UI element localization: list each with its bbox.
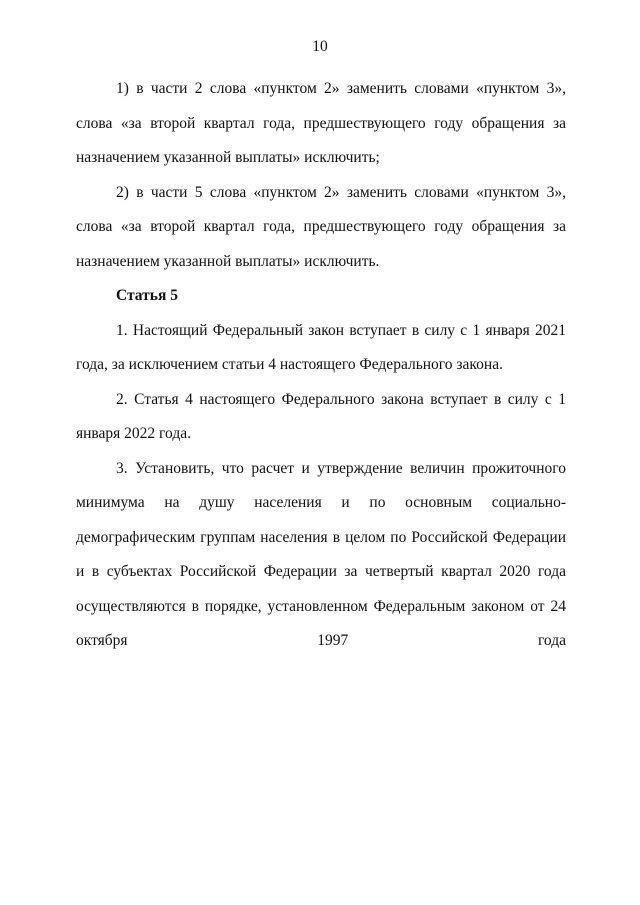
list-item-1: 1) в части 2 слова «пунктом 2» заменить словами «пунктом 3», слова «за второй квартал года, предшествующего году обращения за назначением указанной выплаты» исключить; — [76, 80, 566, 166]
article-point-3: 3. Установить, что расчет и утверждение величин прожиточного минимума на душу населения и по основным социально-демографическим группам населения в целом по Российской Федерации и в субъектах Российской Федерации за четвертый квартал 2020 года осуществляются в порядке, установленном Федеральным законом от 24 октября 1997 года — [76, 459, 566, 649]
article-point-1: 1. Настоящий Федеральный закон вступает в силу с 1 января 2021 года, за исключением статьи 4 настоящего Федерального закона. — [76, 321, 566, 373]
list-item-2: 2) в части 5 слова «пунктом 2» заменить словами «пунктом 3», слова «за второй квартал года, предшествующего году обращения за назначением указанной выплаты» исключить. — [76, 183, 566, 270]
article-heading: Статья 5 — [116, 287, 178, 304]
document-body — [76, 72, 566, 659]
article-point-2: 2. Статья 4 настоящего Федерального закона вступает в силу с 1 января 2022 года. — [76, 390, 566, 442]
page-number: 10 — [312, 38, 328, 55]
